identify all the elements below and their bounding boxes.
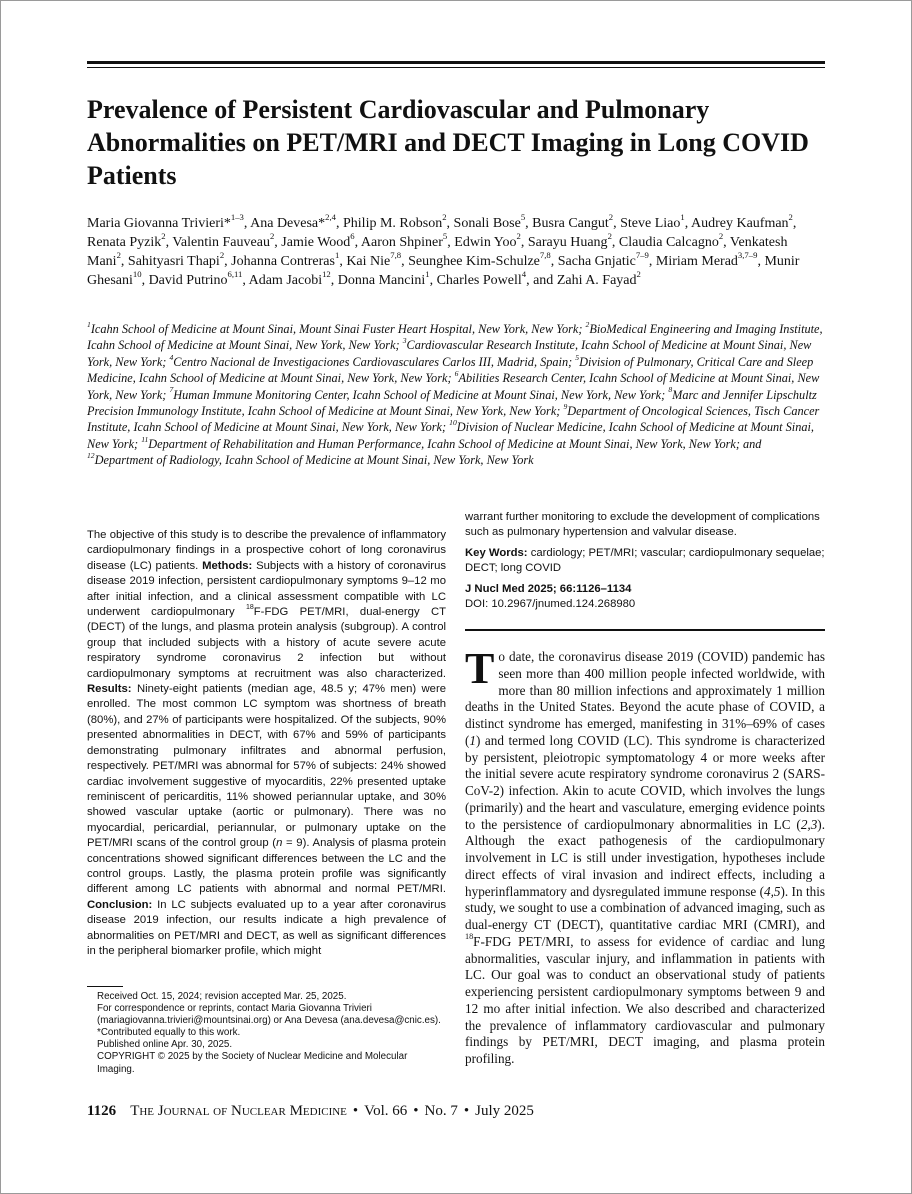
author-name: Ana Devesa* [250, 216, 326, 231]
top-rule [87, 61, 825, 64]
footnote-rule [87, 986, 123, 987]
methods-text: Subjects with a history of coronavirus disease 2019 infection, persistent cardiopulmonary symptoms 9–12 mo after initial infection, and a clinical assessment compatible with LC underwent cardiopulmonary [87, 559, 447, 619]
author-affiliation-sup: 2,4 [325, 212, 336, 223]
body-text-4: ). In this study, we sought to use a combination of advanced imaging, such as dual-energy CT (DECT), quantitative cardiac MRI (CMRI), and [465, 883, 825, 932]
author-affiliation-sup: 1 [425, 269, 430, 280]
author-name: Sahityasri Thapi [127, 254, 220, 269]
results-label: Results: [87, 683, 132, 696]
footnotes [87, 991, 447, 1076]
author-name: Seunghee Kim-Schulze [408, 254, 540, 269]
isotope-sup-body: 18 [465, 932, 474, 942]
author-affiliation-sup: 2 [636, 269, 641, 280]
author-affiliation-sup: 1 [334, 250, 340, 261]
results-text-cont: = 9). Analysis of plasma protein concentrations showed significant differences between the LC and the control groups. Lastly, the plasma protein profile was significantly different among LC patients with abnormal and normal PET/MRI. [87, 837, 446, 896]
correspondence-note: For correspondence or reprints, contact Maria Giovanna Trivieri (mariagiovanna.trivieri@mountsinai.org) or Ana Devesa (ana.devesa@cnic.es). [97, 1003, 441, 1027]
author-name: Miriam Merad [655, 254, 738, 269]
ref-link-1[interactable]: 1 [469, 732, 476, 748]
conclusion-label: Conclusion: [87, 898, 153, 911]
affiliation-number: 11 [141, 434, 149, 444]
affiliation-number: 3 [402, 336, 407, 346]
affiliation-number: 12 [87, 451, 95, 461]
author-affiliation-sup: 2 [516, 231, 521, 242]
author-affiliation-sup: 6 [350, 231, 355, 242]
author-affiliation-sup: 10 [132, 269, 142, 280]
body-text-2: ) and termed long COVID (LC). This syndrome is characterized by persistent, pleiotropic symptomatology 4 or more weeks after the initial severe acute respiratory syndrome coronavirus 2 (SARS-CoV-2) infection. Akin to acute COVID, which involves the lungs (primarily) and the heart and vasculature, emerging evidence points to the persistence of cardiopulmonary abnormalities in LC ( [465, 732, 825, 832]
issue-date: July 2025 [475, 1103, 534, 1119]
author-affiliation-sup: 3,7–9 [737, 250, 758, 261]
isotope-sup: 18 [245, 604, 254, 612]
affiliation-number: 1 [87, 319, 91, 329]
author-name: Busra Cangut [532, 216, 609, 231]
author-name: Renata Pyzik [87, 235, 162, 250]
author-affiliation-sup: 7,8 [390, 250, 402, 261]
author-affiliation-sup: 1–3 [230, 212, 244, 223]
author-name: Charles Powell [436, 273, 522, 288]
issue: No. 7 [424, 1103, 458, 1119]
author-name: Aaron Shpiner [360, 235, 443, 250]
author-name: Munir Ghesani [87, 254, 800, 288]
methods-label: Methods: [202, 559, 253, 572]
keywords [465, 546, 825, 577]
author-affiliation-sup: 2 [269, 231, 275, 242]
author-affiliation-sup: 2 [161, 231, 166, 242]
intro-paragraph [465, 644, 825, 1068]
affiliation-text: Centro Nacional de Investigaciones Cardiovasculares Carlos III, Madrid, Spain; [173, 354, 573, 369]
author-name: Jamie Wood [281, 235, 351, 250]
methods-text-cont: F-FDG PET/MRI, dual-energy CT (DECT) of the lungs, and plasma protein analysis (subgroup). A control group that included subjects with a history of acute severe acute respiratory syndrome coronavirus 2 infection but without cardiopulmonary symptoms at recruitment was also characterized. [87, 606, 446, 680]
keywords-text: cardiology; PET/MRI; vascular; cardiopulmonary sequelae; DECT; long COVID [465, 547, 825, 575]
footer-separator: • [413, 1103, 419, 1119]
affiliation-number: 2 [585, 319, 590, 329]
author-affiliation-sup: 12 [322, 269, 331, 280]
page-number: 1126 [87, 1103, 117, 1119]
author-affiliation-sup: 2 [116, 250, 121, 261]
author-affiliation-sup: 2 [219, 250, 225, 261]
author-affiliation-sup: 2 [718, 231, 724, 242]
equal-contribution-note: *Contributed equally to this work. [97, 1027, 241, 1039]
results-n: n [276, 837, 283, 850]
affiliations [87, 321, 827, 469]
doi-link[interactable]: DOI: 10.2967/jnumed.124.268980 [465, 598, 636, 611]
author-name: Zahi A. Fayad [556, 273, 637, 288]
affiliation-number: 10 [449, 418, 457, 428]
affiliation-number: 7 [169, 385, 174, 395]
running-footer [87, 1101, 827, 1121]
affiliation-number: 6 [454, 368, 459, 378]
citation: J Nucl Med 2025; 66:1126–1134 [465, 583, 632, 595]
footer-separator: • [352, 1103, 359, 1119]
author-affiliation-sup: 2 [442, 212, 447, 223]
author-name: Steve Liao [620, 216, 681, 231]
author-affiliation-sup: 4 [521, 269, 527, 280]
author-list: Maria Giovanna Trivieri*$^{1-3}$, Ana Devesa*$^{2,4}$, Philip M. Robson$^2$, Sonali Bose$^5$, Busra Cangut$^2$, Steve Liao$^1$, Audrey Kaufman$^2$, Renata Pyzik$^2$, Valentin Fauveau$^2$, Jamie Wood$^6$, Aaron Shpiner$^5$, Edwin Yoo$^2$, Sarayu Huang$^2$, Claudia Calcagno$^2$, Venkatesh Mani$^2$, Sahityasri Thapi$^2$, Johanna Contreras$^1$, Kai Nie$^{7,8}$, Seunghee Kim-Schulze$^{7,8}$, Sacha Gnjatic$^{7-9}$, Miriam Merad$^{3,7-9}$, Munir Ghesani$^{10}$, David Putrino$^{6,11}$, Adam Jacobi$^{12}$, Donna Mancini$^1$, Charles Powell$^4$, and Zahi A. Fayad$^2$ [87, 212, 800, 288]
published-note: Published online Apr. 30, 2025. [97, 1039, 233, 1051]
article-title: Prevalence of Persistent Cardiovascular and Pulmonary Abnormalities on PET/MRI and DECT Imaging in Long COVID Patients [87, 95, 809, 190]
results-text: Ninety-eight patients (median age, 48.5 y; 47% men) were enrolled. The most common LC symptom was shortness of breath (80%), and 27% of participants were hospitalized. Of the subjects, 90% presented abnormalities in DECT, with 67% and 59% of participants demonstrating pulmonary infiltrates and abnormal perfusion, respectively. PET/MRI was abnormal for 57% of subjects: 24% showed cardiac involvement suggestive of myocarditis, 22% presented uptake reminiscent of pericarditis, 11% showed periannular uptake, and 30% showed vascular uptake (aortic or pulmonary). There was no myocardial, pericardial, periannular, or pulmonary uptake on the PET/MRI scans of the control group ( [87, 683, 446, 850]
affiliation-text: Icahn School of Medicine at Mount Sinai, Mount Sinai Fuster Heart Hospital, New York, New York; [90, 322, 583, 336]
author-name: Valentin Fauveau [172, 235, 270, 250]
conclusion-text: In LC subjects evaluated up to a year after coronavirus disease 2019 infection, our results indicate a high prevalence of abnormalities on PET/MRI and DECT, as well as significant differences in the peripheral biomarker profile, which might [87, 898, 447, 957]
volume: Vol. 66 [364, 1103, 408, 1119]
author-name: Edwin Yoo [454, 235, 517, 250]
author-name: Philip M. Robson [343, 216, 443, 231]
body-text-1: o date, the coronavirus disease 2019 (COVID) pandemic has seen more than 400 million people infected worldwide, with more than 80 million infections and approximately 1 million deaths in the United States. Beyond the acute phase of COVID, a distinct syndrome has emerged, manifesting in 31%–69% of cases ( [465, 649, 825, 748]
affiliation-number: 5 [575, 352, 580, 362]
author-affiliation-sup: 7,8 [539, 250, 551, 261]
section-rule [465, 629, 825, 631]
author-name: Audrey Kaufman [690, 216, 789, 231]
received-note: Received Oct. 15, 2024; revision accepted Mar. 25, 2025. [97, 991, 347, 1002]
affiliation-text: Cardiovascular Research Institute, Icahn School of Medicine at Mount Sinai, New York, New York; [87, 338, 812, 369]
author-affiliation-sup: 5 [442, 231, 448, 242]
author-name: David Putrino [148, 273, 228, 288]
author-name: Venkatesh Mani [87, 235, 788, 269]
abstract-continued: warrant further monitoring to exclude the development of complications such as pulmonary hypertension and valvular disease. [465, 511, 820, 539]
citation-block [465, 582, 825, 613]
author-affiliation-sup: 2 [788, 212, 793, 223]
ref-link-2[interactable]: 2,3 [800, 816, 818, 832]
journal-name: The Journal of Nuclear Medicine [130, 1103, 347, 1119]
ref-link-3[interactable]: 4,5 [763, 883, 781, 899]
affiliation-text: Division of Nuclear Medicine, Icahn School of Medicine at Mount Sinai, New York; [87, 420, 814, 451]
abstract [87, 528, 446, 959]
affiliation-text: Marc and Jennifer Lipschultz Precision Immunology Institute, Icahn School of Medicine at Mount Sinai, New York, New York; [87, 387, 817, 419]
keywords-label: Key Words: [465, 547, 528, 559]
author-name: Donna Mancini [337, 273, 426, 288]
affiliation-number: 8 [668, 385, 673, 395]
author-affiliation-sup: 2 [607, 231, 612, 242]
author-affiliation-sup: 1 [680, 212, 685, 223]
affiliation-text: Department of Radiology, Icahn School of Medicine at Mount Sinai, New York, New York [94, 453, 534, 468]
affiliation-text: BioMedical Engineering and Imaging Institute, Icahn School of Medicine at Mount Sinai, New York, New York; [87, 322, 823, 353]
copyright-note: COPYRIGHT © 2025 by the Society of Nuclear Medicine and Molecular Imaging. [97, 1051, 408, 1075]
author-name: Maria Giovanna Trivieri* [87, 216, 231, 231]
abstract-intro: The objective of this study is to describe the prevalence of inflammatory cardiopulmonary findings in a prospective cohort of long coronavirus disease (LC) patients. [87, 529, 446, 572]
affiliation-number: 4 [169, 352, 174, 362]
author-name: Claudia Calcagno [618, 235, 719, 250]
affiliation-text: Department of Rehabilitation and Human Performance, Icahn School of Medicine at Mount Sinai, New York, New York; and [148, 436, 762, 451]
author-affiliation-sup: 5 [520, 212, 526, 223]
affiliation-number: 9 [563, 401, 568, 411]
author-affiliation-sup: 7–9 [635, 250, 649, 261]
author-name: Adam Jacobi [248, 273, 323, 288]
author-name: Sacha Gnjatic [557, 254, 636, 269]
author-name: Johanna Contreras [231, 254, 335, 269]
authors-and: and [529, 273, 557, 288]
body-text-5: F-FDG PET/MRI, to assess for evidence of cardiac and lung abnormalities, vascular injury, and inflammation in patients with LC. Our goal was to conduct an observational study of patients experiencing persistent cardiopulmonary symptoms between 9 and 12 mo after initial infection. We also described and characterized the prevalence of inflammatory cardiovascular and pulmonary findings by PET/MRI, DECT imaging, and plasma protein profiling. [465, 933, 825, 1066]
affiliation-text: Abilities Research Center, Icahn School of Medicine at Mount Sinai, New York, New York; [87, 371, 820, 402]
footer-separator: • [463, 1103, 470, 1119]
drop-cap: T [465, 644, 495, 693]
author-affiliation-sup: 6,11 [227, 269, 243, 280]
body-text-3: ). Although the exact pathogenesis of the cardiopulmonary involvement in LC is still under investigation, hypotheses include direct effects of viral invasion and indirect effects, including a hyperinflammatory and dysregulated immune response ( [465, 816, 825, 899]
author-name: Kai Nie [346, 254, 391, 269]
affiliation-text: Human Immune Monitoring Center, Icahn School of Medicine at Mount Sinai, New York, New York; [173, 387, 666, 402]
affiliation-text: Department of Oncological Sciences, Tisch Cancer Institute, Icahn School of Medicine at Mount Sinai, New York, New York; [87, 404, 820, 435]
top-rule-thin [87, 67, 825, 68]
author-name: Sonali Bose [453, 216, 521, 231]
affiliation-text: Division of Pulmonary, Critical Care and Sleep Medicine, Icahn School of Medicine at Mount Sinai, New York, New York; [87, 354, 814, 386]
author-name: Sarayu Huang [527, 235, 608, 250]
author-affiliation-sup: 2 [608, 212, 614, 223]
